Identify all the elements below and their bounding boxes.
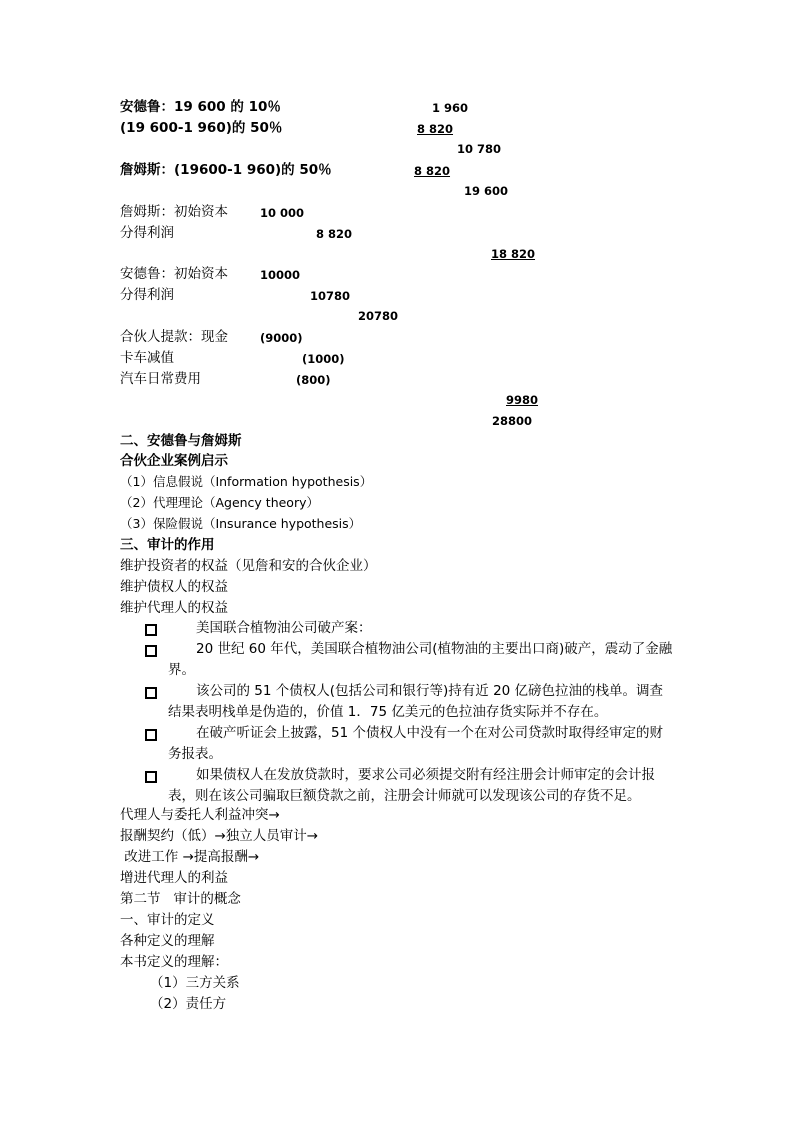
james-capital-label: 詹姆斯：初始资本: [120, 204, 228, 220]
section-three-heading: 三、审计的作用: [120, 537, 215, 553]
square-bullet-icon: [145, 624, 157, 636]
case-bullet-4: 在破产听证会上披露，51 个债权人中没有一个在对公司贷款时取得经审定的财务报表。: [168, 725, 663, 762]
james-profit-label: 分得利润: [120, 225, 174, 241]
withdrawal-label: 合伙人提款：现金: [120, 329, 228, 345]
definition-line-1: 各种定义的理解: [120, 933, 215, 949]
square-bullet-icon: [145, 729, 157, 741]
case-bullet-5: 如果债权人在发放贷款时，要求公司必须提交附有经注册会计师审定的会计报表，则在该公司骗取巨额贷款之前，注册会计师就可以发现该公司的存货不足。: [168, 767, 655, 804]
flow-line-1: 代理人与委托人利益冲突→: [120, 807, 280, 823]
line-andrew-half-value: 8 820: [417, 122, 454, 136]
hypothesis-item-3: （3）保险假说（Insurance hypothesis）: [120, 516, 362, 531]
andrew-capital-label: 安德鲁：初始资本: [120, 266, 228, 282]
section-two-subheading: 合伙企业案例启示: [120, 453, 228, 469]
square-bullet-icon: [145, 771, 157, 783]
james-total: 18 820: [491, 247, 536, 261]
line-andrew-value: 1 960: [432, 101, 469, 115]
flow-line-4: 增进代理人的利益: [120, 870, 228, 886]
section-two-heading: 二、安德鲁与詹姆斯: [120, 433, 242, 449]
james-capital-value: 10 000: [260, 206, 305, 220]
car-expense-label: 汽车日常费用: [120, 371, 201, 387]
flow-line-3: 改进工作 →提高报酬→: [120, 849, 260, 865]
hypothesis-item-2: （2）代理理论（Agency theory）: [120, 495, 319, 510]
grand-total: 28800: [492, 414, 533, 428]
line-james-label: 詹姆斯：(19600-1 960)的 50％: [120, 162, 332, 178]
car-expense-value: (800): [296, 373, 331, 387]
truck-impairment-label: 卡车减值: [120, 350, 174, 366]
hypothesis-item-1: （1）信息假说（Information hypothesis）: [120, 474, 373, 489]
definition-item-2: （2）责任方: [150, 996, 227, 1012]
role-line-3: 维护代理人的权益: [120, 600, 228, 616]
james-profit-value: 8 820: [316, 227, 353, 241]
definition-item-1: （1）三方关系: [150, 975, 240, 991]
andrew-subtotal: 10 780: [457, 142, 502, 156]
andrew-profit-label: 分得利润: [120, 287, 174, 303]
definition-line-2: 本书定义的理解：: [120, 954, 228, 970]
deductions-total: 9980: [506, 393, 539, 407]
chapter-section-title: 第二节 审计的概念: [120, 891, 241, 907]
andrew-total: 20780: [358, 309, 399, 323]
role-line-1: 维护投资者的权益（见詹和安的合伙企业）: [120, 558, 377, 574]
flow-line-2: 报酬契约（低）→独立人员审计→: [120, 828, 319, 844]
truck-impairment-value: (1000): [302, 352, 345, 366]
profit-total: 19 600: [464, 184, 509, 198]
definition-heading: 一、审计的定义: [120, 912, 215, 928]
line-james-value: 8 820: [414, 164, 451, 178]
andrew-profit-value: 10780: [310, 289, 351, 303]
case-bullet-1: 美国联合植物油公司破产案：: [196, 620, 372, 636]
withdrawal-value: (9000): [260, 331, 303, 345]
case-bullet-2: 20 世纪 60 年代，美国联合植物油公司(植物油的主要出口商)破产，震动了金融界。: [168, 641, 673, 678]
andrew-capital-value: 10000: [260, 268, 301, 282]
line-andrew-half-label: (19 600-1 960)的 50％: [120, 120, 283, 136]
square-bullet-icon: [145, 645, 157, 657]
role-line-2: 维护债权人的权益: [120, 579, 228, 595]
case-bullet-3: 该公司的 51 个债权人(包括公司和银行等)持有近 20 亿磅色拉油的栈单。调查结果表明栈单是伪造的，价值 1．75 亿美元的色拉油存货实际并不存在。: [168, 683, 664, 720]
square-bullet-icon: [145, 687, 157, 699]
line-andrew-label: 安德鲁：19 600 的 10％: [120, 99, 281, 115]
